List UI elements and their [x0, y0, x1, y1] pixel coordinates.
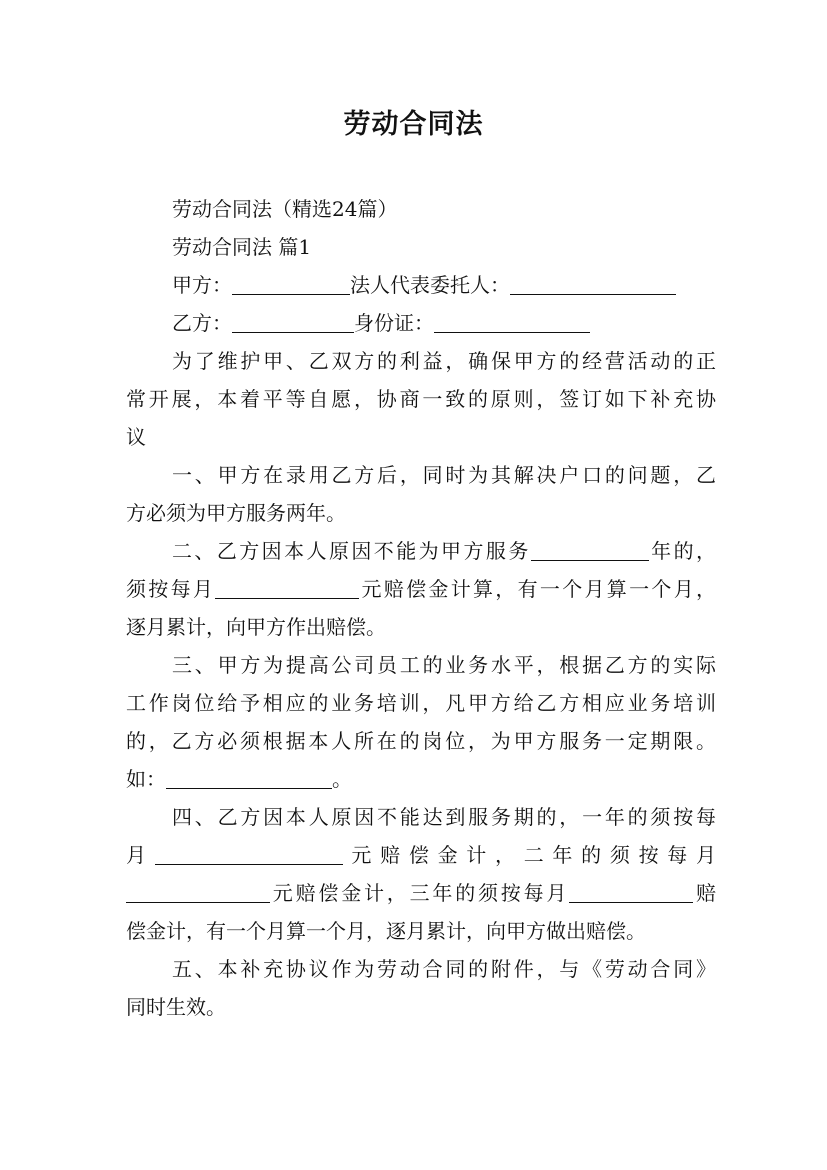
intro-line: 为了维护甲、乙双方的利益，确保甲方的经营活动的正 — [172, 349, 716, 373]
clause-3-line: 三、甲方为提高公司员工的业务水平，根据乙方的实际 — [172, 653, 716, 677]
clause-4-line: 四、乙方因本人原因不能达到服务期的，一年的须按每 — [172, 805, 716, 829]
intro-line: 常开展，本着平等自愿，协商一致的原则，签订如下补充协 — [126, 387, 716, 411]
clause-1-line: 一、甲方在录用乙方后，同时为其解决户口的问题，乙 — [172, 463, 716, 487]
party-b-blank — [232, 312, 354, 333]
clause-2-line: 逐月累计，向甲方作出赔偿。 — [126, 615, 386, 639]
clause-2-text: 须按每月 — [126, 577, 216, 601]
party-b-line — [126, 304, 716, 342]
party-b-id-blank — [434, 312, 590, 333]
clause-4-text: 月 — [126, 843, 155, 867]
clause-1-line: 方必须为甲方服务两年。 — [126, 501, 346, 525]
intro-line: 议 — [126, 425, 146, 449]
one-year-amount-blank — [155, 844, 343, 865]
intro-paragraph — [126, 342, 716, 456]
document-body — [126, 190, 716, 1026]
clause-2-text: 年的， — [648, 539, 717, 563]
clause-3-line — [126, 760, 716, 798]
clause-4-text: 元赔偿金计，二年的须按每月 — [342, 843, 717, 867]
term-blank — [166, 768, 332, 789]
clause-4-line — [126, 836, 716, 874]
clause-2-text: 元赔偿金计算，有一个月算一个月， — [359, 577, 717, 601]
years-blank — [531, 540, 649, 561]
party-a-label: 甲方： — [172, 273, 232, 297]
party-a-line — [126, 266, 716, 304]
party-a-rep-blank — [510, 274, 676, 295]
two-year-amount-blank — [126, 882, 270, 903]
clause-4-text: 赔 — [693, 881, 717, 905]
party-a-blank — [232, 274, 350, 295]
clause-5-line: 同时生效。 — [126, 995, 226, 1019]
section-heading: 劳动合同法 篇1 — [172, 235, 312, 259]
clause-2-line — [126, 532, 716, 570]
clause-2-text: 二、乙方因本人原因不能为甲方服务 — [172, 539, 531, 563]
clause-4-line — [126, 874, 716, 912]
party-b-id-label: 身份证： — [354, 311, 434, 335]
clause-5-line: 五、本补充协议作为劳动合同的附件，与《劳动合同》 — [172, 957, 716, 981]
monthly-amount-blank — [215, 578, 359, 599]
clause-4-text: 元赔偿金计，三年的须按每月 — [270, 881, 570, 905]
clause-4-line: 偿金计，有一个月算一个月，逐月累计，向甲方做出赔偿。 — [126, 919, 646, 943]
clause-3-line: 的，乙方必须根据本人所在的岗位，为甲方服务一定期限。 — [126, 729, 716, 753]
clause-4 — [126, 798, 716, 950]
document-title: 劳动合同法 — [343, 109, 484, 140]
clause-2-line — [126, 570, 716, 608]
clause-3 — [126, 646, 716, 798]
clause-2 — [126, 532, 716, 646]
clause-3-text: 。 — [332, 767, 352, 791]
party-a-rep-label: 法人代表委托人： — [350, 273, 510, 297]
clause-1 — [126, 456, 716, 532]
clause-3-line: 工作岗位给予相应的业务培训，凡甲方给乙方相应业务培训 — [126, 691, 716, 715]
clause-5 — [126, 950, 716, 1026]
party-b-label: 乙方： — [172, 311, 232, 335]
clause-3-text: 如： — [126, 767, 166, 791]
three-year-amount-blank — [569, 882, 693, 903]
subtitle: 劳动合同法（精选24篇） — [172, 197, 398, 221]
